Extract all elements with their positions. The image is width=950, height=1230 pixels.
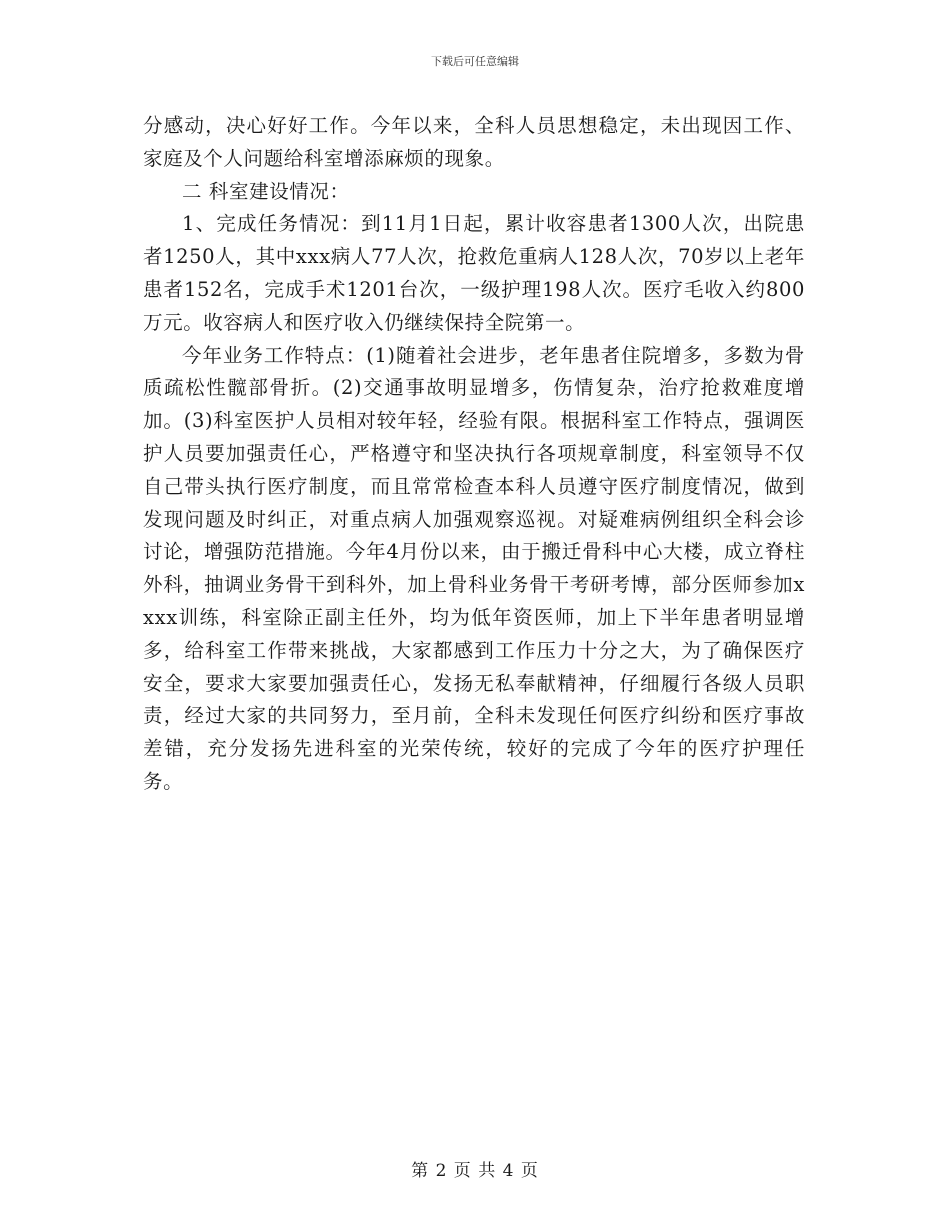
document-body [143,110,805,799]
page-number: 第 2 页 共 4 页 [411,1161,539,1181]
paragraph-features: 今年业务工作特点：(1)随着社会进步，老年患者住院增多，多数为骨质疏松性髋部骨折。(2)交通事故明显增多，伤情复杂，治疗抢救难度增加。(3)科室医护人员相对较年轻，经验有限。根据科室工作特点，强调医护人员要加强责任心，严格遵守和坚决执行各项规章制度，科室领导不仅自己带头执行医疗制度，而且常常检查本科人员遵守医疗制度情况，做到发现问题及时纠正，对重点病人加强观察巡视。对疑难病例组织全科会诊讨论，增强防范措施。今年4月份以来，由于搬迁骨科中心大楼，成立脊柱外科，抽调业务骨干到科外，加上骨科业务骨干考研考博，部分医师参加xxxx训练，科室除正副主任外，均为低年资医师，加上下半年患者明显增多，给科室工作带来挑战，大家都感到工作压力十分之大，为了确保医疗安全，要求大家要加强责任心，发扬无私奉献精神，仔细履行各级人员职责，经过大家的共同努力，至月前，全科未发现任何医疗纠纷和医疗事故差错，充分发扬先进科室的光荣传统，较好的完成了今年的医疗护理任务。 [143,343,805,793]
section-heading: 二 科室建设情况： [182,179,350,203]
page-header: 下载后可任意编辑 [431,55,519,68]
paragraph-tasks: 1、完成任务情况：到11月1日起，累计收容患者1300人次，出院患者1250人，其中xxx病人77人次，抢救危重病人128人次，70岁以上老年患者152名，完成手术1201台次，一级护理198人次。医疗毛收入约800万元。收容病人和医疗收入仍继续保持全院第一。 [143,212,805,334]
paragraph-1: 分感动，决心好好工作。今年以来，全科人员思想稳定，未出现因工作、家庭及个人问题给科室增添麻烦的现象。 [143,114,805,170]
